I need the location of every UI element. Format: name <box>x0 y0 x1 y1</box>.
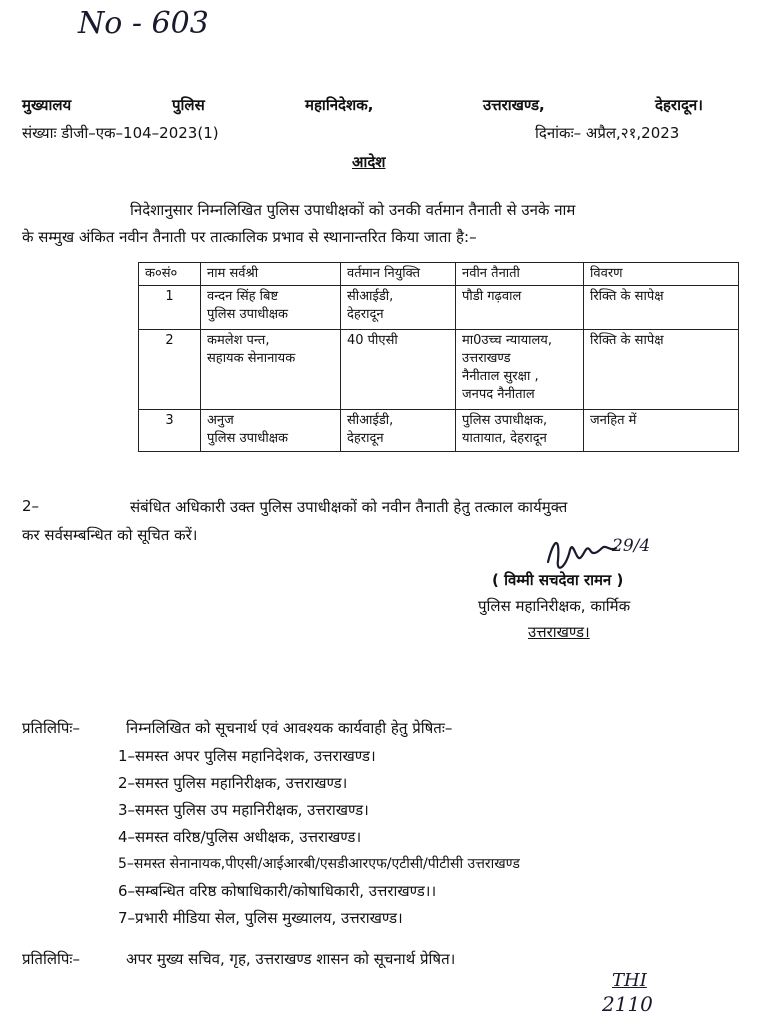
header-part-police: पुलिस <box>172 96 205 114</box>
header-name: नाम सर्वश्री <box>201 263 341 286</box>
intro-line-2: के सम्मुख अंकित नवीन तैनाती पर तात्कालिक प्रभाव से स्थानान्तरित किया जाता है:– <box>22 228 477 246</box>
officer-name: वन्दन सिंह बिष्ट <box>207 289 279 304</box>
row-name <box>201 286 341 330</box>
list-item: 6–सम्बन्धित वरिष्ठ कोषाधिकारी/कोषाधिकारी, उत्तराखण्ड।। <box>118 882 437 900</box>
header-part-state: उत्तराखण्ड, <box>483 96 545 114</box>
current-posting-line: देहरादून <box>347 307 384 322</box>
row-remark: रिक्ति के सापेक्ष <box>584 286 739 330</box>
current-posting-line: 40 पीएसी <box>347 333 398 348</box>
signatory-designation: पुलिस महानिरीक्षक, कार्मिक <box>478 597 631 615</box>
row-new <box>456 286 584 330</box>
row-remark: रिक्ति के सापेक्ष <box>584 330 739 410</box>
copy-intro: निम्नलिखित को सूचनार्थ एवं आवश्यक कार्यवाही हेतु प्रेषितः– <box>126 719 453 737</box>
new-posting-line: पौडी गढ़वाल <box>462 289 522 304</box>
signatory-place: उत्तराखण्ड। <box>528 623 590 641</box>
header-new-posting: नवीन तैनाती <box>456 263 584 286</box>
new-posting-line: जनपद नैनीताल <box>462 387 535 402</box>
current-posting-line: सीआईडी, <box>347 413 394 428</box>
officer-rank: पुलिस उपाधीक्षक <box>207 431 289 446</box>
table-header-row <box>139 263 739 286</box>
reference-number: संख्याः डीजी–एक–104–2023(1) <box>22 124 219 142</box>
copy2-text: अपर मुख्य सचिव, गृह, उत्तराखण्ड शासन को सूचनार्थ प्रेषित। <box>126 950 456 968</box>
row-serial: 3 <box>139 410 201 452</box>
new-posting-line: उत्तराखण्ड <box>462 351 511 366</box>
header-part-city: देहरादून। <box>655 96 703 114</box>
signatory-name: ( विम्मी सचदेवा रामन ) <box>492 571 624 589</box>
copy-label: प्रतिलिपिः– <box>22 719 80 737</box>
order-title: आदेश <box>352 153 386 171</box>
header-current-posting: वर्तमान नियुक्ति <box>341 263 456 286</box>
new-posting-line: नैनीताल सुरक्षा , <box>462 369 539 384</box>
header-part-dg: महानिदेशक, <box>305 96 374 114</box>
handwritten-number: 2110 <box>602 992 653 1016</box>
officer-name: अनुज <box>207 413 234 428</box>
row-name <box>201 410 341 452</box>
list-item: 7–प्रभारी मीडिया सेल, पुलिस मुख्यालय, उत्तराखण्ड। <box>118 909 403 927</box>
current-posting-line: सीआईडी, <box>347 289 394 304</box>
row-name <box>201 330 341 410</box>
table-row <box>139 330 739 410</box>
header-serial: क०सं० <box>139 263 201 286</box>
header-part-hq: मुख्यालय <box>22 96 72 114</box>
new-posting-line: मा0उच्च न्यायालय, <box>462 333 552 348</box>
list-item: 5–समस्त सेनानायक,पीएसी/आईआरबी/एसडीआरएफ/एटीसी/पीटीसी उत्तराखण्ड <box>118 856 520 872</box>
row-remark: जनहित में <box>584 410 739 452</box>
list-item: 1–समस्त अपर पुलिस महानिदेशक, उत्तराखण्ड। <box>118 747 376 765</box>
transfer-table <box>138 262 739 452</box>
order-date: दिनांकः– अप्रैल,२१,2023 <box>535 124 680 142</box>
current-posting-line: देहरादून <box>347 431 384 446</box>
row-current <box>341 330 456 410</box>
para2-number: 2– <box>22 497 40 515</box>
row-current <box>341 410 456 452</box>
row-new <box>456 410 584 452</box>
handwritten-file-number: No - 603 <box>78 6 209 41</box>
header-remarks: विवरण <box>584 263 739 286</box>
officer-name: कमलेश पन्त, <box>207 333 270 348</box>
copy-label: प्रतिलिपिः– <box>22 950 80 968</box>
new-posting-line: यातायात, देहरादून <box>462 431 547 446</box>
officer-rank: सहायक सेनानायक <box>207 351 296 366</box>
para2-line-2: कर सर्वसम्बन्धित को सूचित करें। <box>22 526 198 544</box>
para2-line-1: संबंधित अधिकारी उक्त पुलिस उपाधीक्षकों को नवीन तैनाती हेतु तत्काल कार्यमुक्त <box>130 498 568 516</box>
officer-rank: पुलिस उपाधीक्षक <box>207 307 289 322</box>
signature-handwritten-date: 29/4 <box>612 536 651 556</box>
row-new <box>456 330 584 410</box>
handwritten-initials: THI <box>612 970 647 991</box>
table-row <box>139 410 739 452</box>
intro-line-1: निदेशानुसार निम्नलिखित पुलिस उपाधीक्षकों को उनकी वर्तमान तैनाती से उनके नाम <box>130 201 576 219</box>
row-serial: 1 <box>139 286 201 330</box>
list-item: 3–समस्त पुलिस उप महानिरीक्षक, उत्तराखण्ड। <box>118 801 369 819</box>
row-current <box>341 286 456 330</box>
table-row <box>139 286 739 330</box>
list-item: 2–समस्त पुलिस महानिरीक्षक, उत्तराखण्ड। <box>118 774 348 792</box>
row-serial: 2 <box>139 330 201 410</box>
list-item: 4–समस्त वरिष्ठ/पुलिस अधीक्षक, उत्तराखण्ड। <box>118 828 362 846</box>
new-posting-line: पुलिस उपाधीक्षक, <box>462 413 548 428</box>
